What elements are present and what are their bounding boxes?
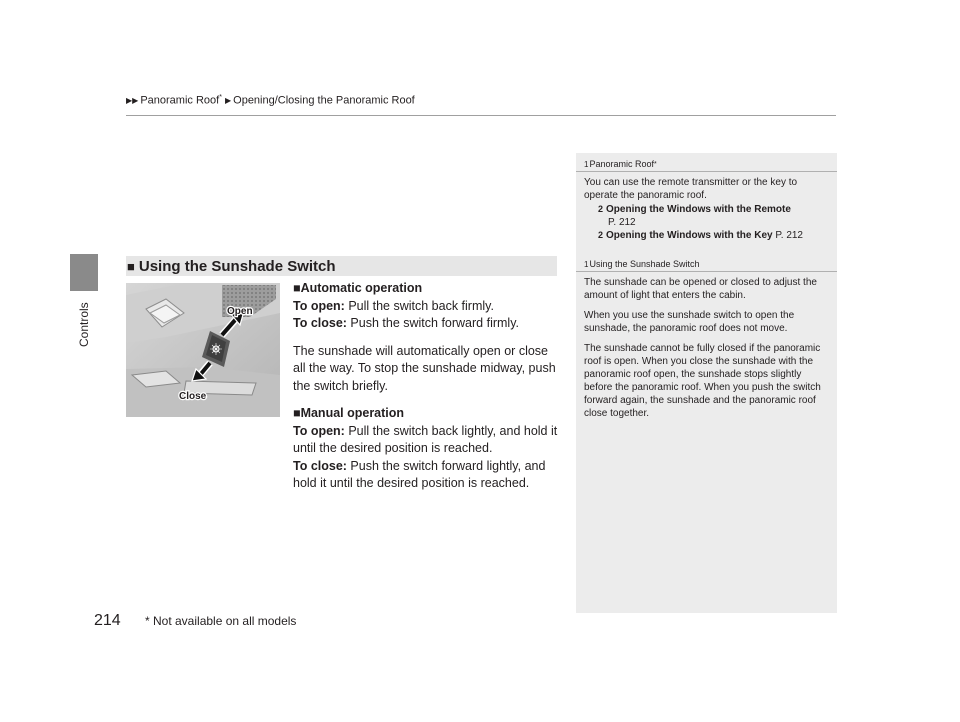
note-body (576, 272, 837, 420)
note-header (576, 257, 837, 271)
automatic-note: The sunshade will automatically open or close all the way. To stop the sunshade midway, push the switch briefly. (293, 343, 556, 393)
note-text: You can use the remote transmitter or the key to operate the panoramic roof. (584, 177, 798, 201)
subheading-text: Automatic operation (300, 281, 423, 295)
footnote: * Not available on all models (145, 614, 297, 628)
subheading-text: Manual operation (300, 406, 405, 420)
label-to-open: To open: (293, 423, 345, 438)
label-to-close: To close: (293, 458, 347, 473)
chapter-tab (70, 254, 98, 291)
note-sunshade-switch (576, 257, 837, 427)
cross-ref-arrow-icon: 2 (598, 230, 604, 240)
breadcrumb-arrow-icon: ▶ (224, 95, 232, 105)
cross-ref-page[interactable]: P. 212 (608, 217, 636, 228)
chapter-label: Controls (77, 302, 91, 348)
section-header (126, 256, 557, 276)
note-asterisk: * (653, 160, 657, 168)
header-rule (126, 115, 836, 116)
subheading-manual (293, 405, 563, 423)
cross-ref-key[interactable] (584, 229, 829, 242)
manual-open (293, 423, 563, 458)
note-marker-icon: 1 (584, 259, 589, 269)
note-title: Panoramic Roof (589, 159, 654, 169)
breadcrumb-arrow-icon: ▶▶ (126, 95, 139, 105)
cross-ref-page[interactable]: P. 212 (775, 230, 803, 241)
note-marker-icon: 1 (584, 159, 589, 169)
note-paragraph: When you use the sunshade switch to open the sunshade, the panoramic roof does not move. (584, 310, 795, 334)
instruction-text: Pull the switch back firmly. (344, 298, 494, 313)
cross-ref-arrow-icon: 2 (598, 204, 604, 214)
cross-ref-remote[interactable] (584, 203, 829, 229)
instruction-text: Pull the switch back lightly, and hold it until the desired position is reached. (293, 423, 558, 455)
breadcrumb-item-panoramic-roof[interactable]: Panoramic Roof (140, 94, 220, 107)
instruction-text: Push the switch forward lightly, and hold it until the desired position is reached. (293, 458, 546, 490)
breadcrumb-asterisk: * (219, 94, 222, 101)
note-paragraph: The sunshade cannot be fully closed if the panoramic roof is open. When you close the sunshade with the panoramic roof open, the sunshade stops slightly before the panoramic roof. When you push the switch forward again, the sunshade and the panoramic roof close together. (584, 343, 821, 419)
section-marker-icon: ■ (127, 258, 135, 274)
subheading-automatic (293, 280, 563, 298)
section-title: Using the Sunshade Switch (138, 257, 336, 275)
note-header (576, 157, 837, 171)
note-body (576, 172, 837, 242)
label-to-open: To open: (293, 298, 345, 313)
cross-ref-title[interactable]: Opening the Windows with the Key (606, 230, 773, 241)
spacer (293, 333, 563, 343)
note-paragraph: The sunshade can be opened or closed to adjust the amount of light that enters the cabin. (584, 277, 817, 301)
section-body (293, 280, 563, 493)
label-to-close: To close: (293, 316, 347, 330)
breadcrumb-item-opening-closing[interactable]: Opening/Closing the Panoramic Roof (233, 94, 415, 107)
automatic-close (293, 315, 563, 333)
manual-close (293, 458, 563, 493)
note-panoramic-roof (576, 157, 837, 242)
instruction-text: Push the switch forward firmly. (346, 316, 519, 330)
subheading-marker-icon: ■ (293, 281, 301, 295)
automatic-open (293, 298, 563, 316)
close-label: Close (179, 391, 207, 402)
cross-ref-title[interactable]: Opening the Windows with the Remote (606, 204, 791, 215)
sunshade-switch-photo (126, 283, 280, 417)
open-label: Open (227, 306, 253, 317)
sunshade-switch-illustration (126, 283, 280, 417)
spacer (293, 395, 563, 405)
note-title: Using the Sunshade Switch (589, 259, 700, 269)
breadcrumb (126, 94, 415, 107)
page-number: 214 (94, 612, 121, 629)
subheading-marker-icon: ■ (293, 406, 301, 420)
